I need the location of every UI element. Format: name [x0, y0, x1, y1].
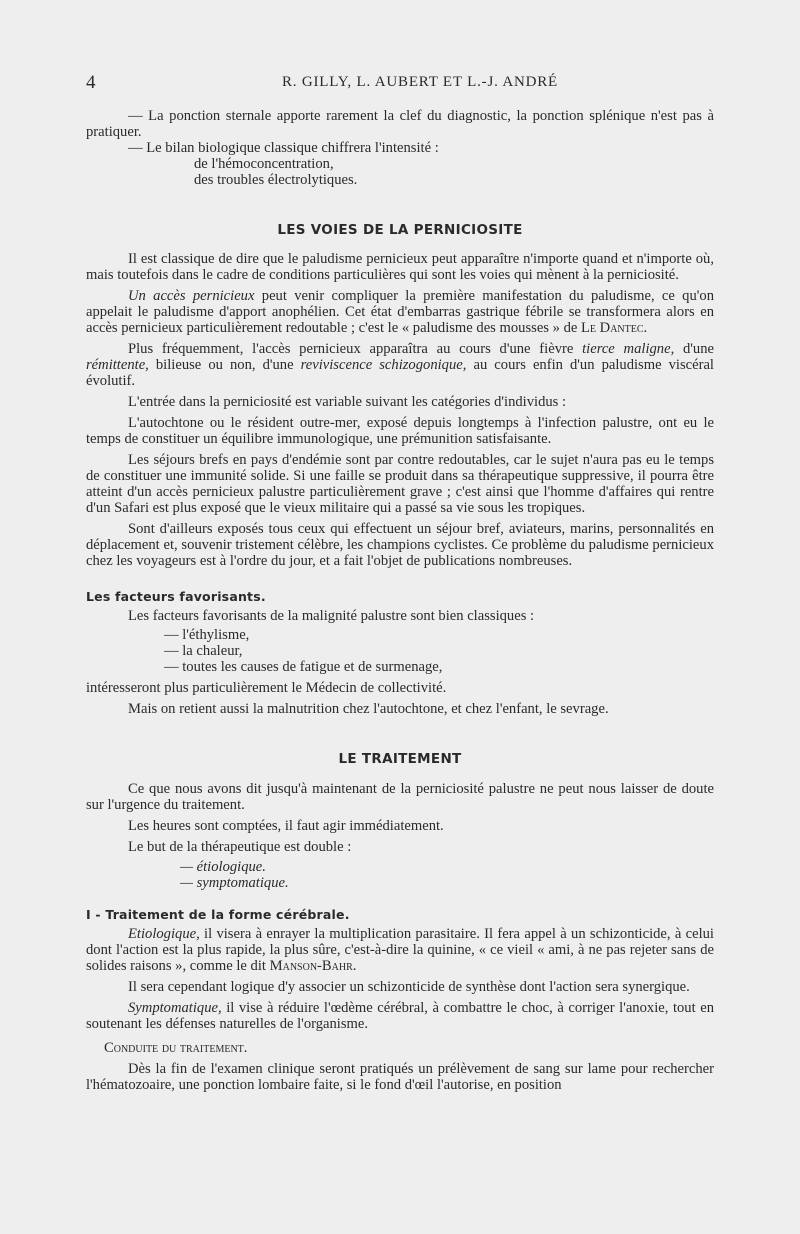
paragraph: Mais on retient aussi la malnutrition chez l'autochtone, et chez l'enfant, le sevrage.: [128, 701, 609, 717]
list-item: des troubles électrolytiques.: [194, 172, 358, 188]
paragraph: Dès la fin de l'examen clinique seront pratiqués un prélèvement de sang sur lame pour rechercher l'hématozoaire, une ponction lombaire faite, si le fond d'œil l'autorise, en position: [86, 1061, 714, 1093]
author-name: Manson-Bahr: [269, 958, 353, 974]
subsection-title: I - Traitement de la forme cérébrale.: [86, 907, 350, 922]
paragraph: Les séjours brefs en pays d'endémie sont par contre redoutables, car le sujet n'aura pas eu le temps de constituer une immunité solide. Si une faille se produit dans sa thérapeutique suppressive, il pourra être atteint d'un accès pernicieux palustre particulièrement grave ; c'est ainsi que l'homme d'affaires qui rentre d'un Safari est plus exposé que le vieux militaire qui a passé sa vie sous les tropiques.: [86, 452, 714, 516]
paragraph: L'entrée dans la perniciosité est variable suivant les catégories d'individus :: [128, 394, 567, 410]
list-item: — l'éthylisme,: [164, 627, 250, 643]
paragraph: Ce que nous avons dit jusqu'à maintenant de la perniciosité palustre ne peut nous laisser de doute sur l'urgence du traitement.: [86, 781, 714, 813]
list-item: — la chaleur,: [164, 643, 243, 659]
paragraph: — Le bilan biologique classique chiffrera l'intensité :: [128, 140, 439, 156]
list-item: — toutes les causes de fatigue et de surmenage,: [164, 659, 443, 675]
document-page: [86, 72, 714, 1093]
paragraph: Le but de la thérapeutique est double :: [128, 839, 352, 855]
paragraph: Symptomatique, il vise à réduire l'œdème cérébral, à combattre le choc, à corriger l'anoxie, tout en soutenant les défenses naturelles de l'organisme.: [86, 1000, 714, 1032]
paragraph: Les heures sont comptées, il faut agir immédiatement.: [128, 818, 444, 834]
list-item: — étiologique.: [180, 859, 266, 875]
section-voies: [86, 251, 714, 569]
emphasis: Un accès pernicieux: [128, 288, 255, 304]
list-item: de l'hémoconcentration,: [194, 156, 334, 172]
paragraph: — La ponction sternale apporte rarement la clef du diagnostic, la ponction splénique n'est pas à pratiquer.: [86, 108, 714, 140]
paragraph: intéresseront plus particulièrement le Médecin de collectivité.: [86, 680, 447, 696]
paragraph: Il est classique de dire que le paludisme pernicieux peut apparaître n'importe quand et n'importe où, mais toutefois dans le cadre de conditions particulières qui sont les voies qui mènent à la perniciosité.: [86, 251, 714, 283]
section-traitement: [86, 781, 714, 891]
paragraph: L'autochtone ou le résident outre-mer, exposé depuis longtemps à l'infection palustre, ont eu le temps de constituer un équilibre immunologique, une prémunition satisfaisante.: [86, 415, 714, 447]
page-number: 4: [86, 72, 96, 93]
section-title: LE TRAITEMENT: [338, 751, 462, 767]
paragraph: Etiologique, il visera à enrayer la multiplication parasitaire. Il fera appel à un schizonticide, à celui dont l'action est la plus rapide, la plus sûre, c'est-à-dire la quinine, « ce vieil « ami, à ne pas rejeter sans de solides raisons », comme le dit Manson-Bahr.: [86, 926, 714, 974]
subsection-title: Les facteurs favorisants.: [86, 589, 266, 604]
paragraph: Il sera cependant logique d'y associer un schizonticide de synthèse dont l'action sera synergique.: [128, 979, 690, 995]
list-item: — symptomatique.: [180, 875, 289, 891]
paragraph: Un accès pernicieux peut venir compliquer la première manifestation du paludisme, ce qu'on appelait le paludisme d'apport anophélien. Cet état d'embarras gastrique fébrile se transformera alors en accès pernicieux particulièrement redoutable ; c'est le « paludisme des mousses » de Le Dantec.: [86, 288, 714, 336]
running-title: R. GILLY, L. AUBERT ET L.-J. ANDRÉ: [281, 74, 559, 90]
intro-block: [86, 108, 714, 188]
section-title: LES VOIES DE LA PERNICIOSITE: [277, 222, 523, 238]
paragraph: Plus fréquemment, l'accès pernicieux apparaîtra au cours d'une fièvre tierce maligne, d'une rémittente, bilieuse ou non, d'une reviviscence schizogonique, au cours enfin d'un paludisme viscéral évolutif.: [86, 341, 714, 389]
forme-cerebrale-block: [86, 926, 714, 1093]
conduite-heading: Conduite du traitement.: [104, 1040, 248, 1056]
paragraph: Les facteurs favorisants de la malignité palustre sont bien classiques :: [128, 608, 535, 624]
page-header: [86, 72, 714, 94]
facteurs-block: [86, 608, 714, 717]
author-name: Le Dantec: [581, 320, 644, 336]
paragraph: Sont d'ailleurs exposés tous ceux qui effectuent un séjour bref, aviateurs, marins, personnalités en déplacement et, souvenir tristement célèbre, les champions cyclistes. Ce problème du paludisme pernicieux chez les voyageurs est à l'ordre du jour, et a fait l'objet de publications nombreuses.: [86, 521, 714, 569]
